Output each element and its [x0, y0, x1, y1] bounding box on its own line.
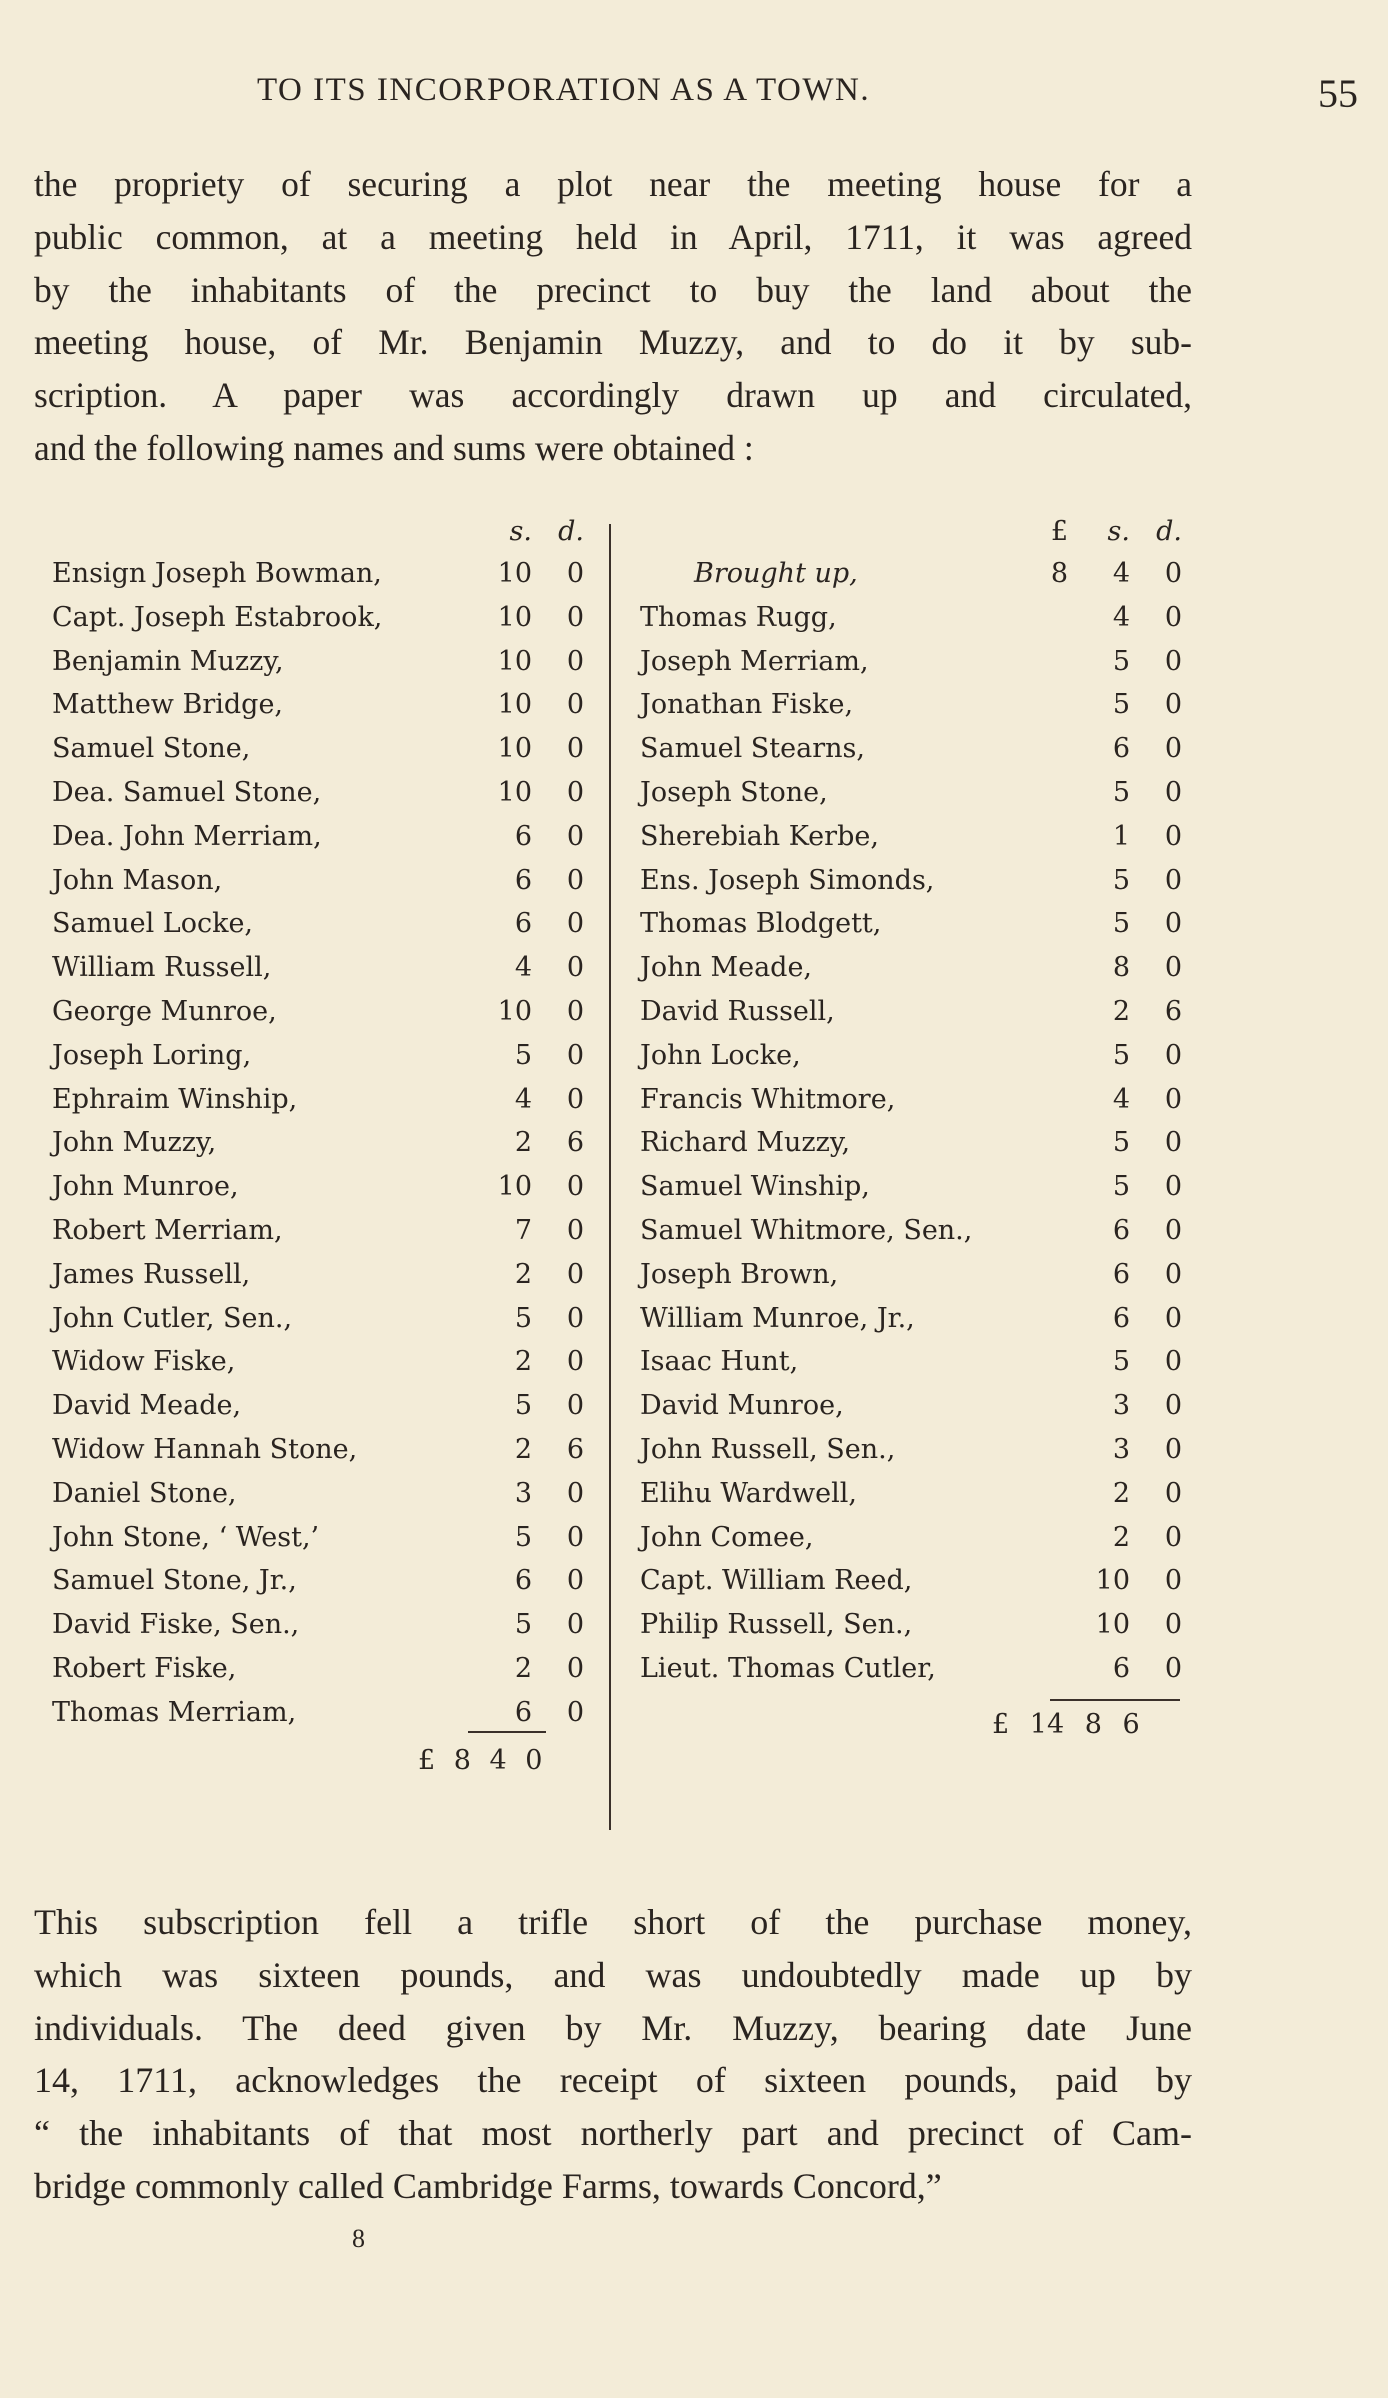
subscriber-name: Robert Fiske,: [52, 1653, 237, 1684]
pence-value: 0: [566, 601, 584, 633]
table-row: [640, 1346, 1180, 1390]
shillings-value: 2: [1112, 1477, 1130, 1509]
page-number: 55: [1318, 71, 1358, 116]
shillings-header: s.: [509, 516, 532, 547]
subscriber-name: Benjamin Muzzy,: [52, 645, 284, 677]
subscriber-name: Elihu Wardwell,: [640, 1477, 857, 1509]
shillings-value: 3: [1112, 1434, 1130, 1465]
pence-value: 0: [1164, 864, 1182, 896]
pence-value: 0: [1164, 645, 1182, 677]
pence-value: 0: [566, 1171, 584, 1203]
shillings-value: 6: [1112, 1215, 1130, 1246]
subscriber-name: David Fiske, Sen.,: [52, 1609, 300, 1641]
subscriber-name: Ens. Joseph Simonds,: [640, 864, 935, 896]
pence-value: 0: [566, 908, 584, 940]
shillings-value: 10: [1095, 1609, 1130, 1641]
subscriber-name: Thomas Merriam,: [52, 1696, 297, 1728]
shillings-value: 5: [514, 1039, 532, 1071]
shillings-value: 2: [1112, 1521, 1130, 1553]
shillings-value: 5: [1112, 864, 1130, 896]
table-row: [52, 733, 592, 777]
pence-value: 0: [566, 1390, 584, 1422]
shillings-value: 2: [514, 1346, 532, 1378]
pence-value: 0: [566, 996, 584, 1027]
subscriber-name: John Mason,: [52, 864, 223, 896]
subscriber-name: William Munroe, Jr.,: [640, 1302, 915, 1334]
shillings-value: 5: [1112, 908, 1130, 940]
subscriber-name: Samuel Winship,: [640, 1171, 870, 1203]
subscriber-name: Jonathan Fiske,: [640, 689, 854, 721]
running-title: TO ITS INCORPORATION AS A TOWN.: [257, 72, 871, 108]
subscriber-name: Joseph Brown,: [640, 1258, 839, 1290]
pence-value: 6: [566, 1434, 584, 1465]
subscriber-name: John Meade,: [640, 952, 813, 984]
subscriber-name: Widow Hannah Stone,: [52, 1434, 358, 1465]
table-row: [52, 558, 592, 602]
shillings-value: 10: [497, 777, 532, 808]
subscriber-name: Dea. John Merriam,: [52, 820, 322, 852]
column-divider: [609, 524, 611, 1830]
table-row: [52, 1084, 592, 1128]
shillings-value: 5: [514, 1609, 532, 1641]
left-total-rule: [468, 1731, 546, 1733]
table-row: [640, 646, 1180, 690]
pence-value: 0: [1164, 1083, 1182, 1115]
pence-value: 0: [566, 733, 584, 765]
subscriber-name: Samuel Whitmore, Sen.,: [640, 1215, 973, 1246]
shillings-value: 3: [1112, 1390, 1130, 1422]
pence-value: 0: [1164, 1609, 1182, 1641]
shillings-value: 4: [514, 1083, 532, 1115]
subscriber-name: Joseph Stone,: [640, 777, 828, 808]
pence-value: 0: [566, 1346, 584, 1378]
shillings-value: 10: [497, 689, 532, 721]
subscriber-name: William Russell,: [52, 952, 272, 984]
shillings-value: 4: [1112, 1083, 1130, 1115]
table-row: [52, 1040, 592, 1084]
table-row: [52, 1565, 592, 1609]
subscriber-name: Matthew Bridge,: [52, 689, 284, 721]
subscriber-name: Thomas Rugg,: [640, 601, 837, 633]
pence-value: 0: [1164, 1565, 1182, 1597]
subscriber-name: Ephraim Winship,: [52, 1083, 298, 1115]
shillings-value: 6: [514, 820, 532, 852]
shillings-value: 2: [514, 1434, 532, 1465]
pence-value: 0: [566, 1609, 584, 1641]
text-line: This subscription fell a trifle short of the purchase money,: [34, 1902, 1192, 1942]
pence-header: d.: [1156, 516, 1182, 547]
subscriber-name: Daniel Stone,: [52, 1477, 237, 1509]
table-row: [52, 1434, 592, 1478]
table-row: [640, 865, 1180, 909]
pence-value: 0: [1164, 1258, 1182, 1290]
paragraph-conclusion: [34, 1896, 1192, 2213]
shillings-value: 5: [1112, 1039, 1130, 1071]
shillings-value: 10: [497, 645, 532, 677]
table-row: [640, 1171, 1180, 1215]
running-header: [34, 72, 1358, 122]
text-line: “ the inhabitants of that most northerly part and precinct of Cam-: [34, 2113, 1192, 2154]
right-column-header: [640, 516, 1180, 560]
subscriber-name: Widow Fiske,: [52, 1346, 236, 1378]
table-row: [52, 1390, 592, 1434]
subscriber-name: Joseph Merriam,: [640, 645, 869, 677]
shillings-value: 2: [514, 1127, 532, 1159]
paragraph-intro: [34, 158, 1192, 475]
brought-up-label: Brought up,: [694, 558, 858, 589]
table-row: [640, 952, 1180, 996]
table-row: [640, 1565, 1180, 1609]
shillings-value: 6: [514, 1565, 532, 1597]
shillings-value: 4: [1112, 601, 1130, 633]
pence-value: 6: [1164, 996, 1182, 1027]
subscriber-name: Francis Whitmore,: [640, 1083, 896, 1115]
shillings-value: 10: [497, 558, 532, 589]
shillings-value: 6: [1112, 1258, 1130, 1290]
pence-value: 0: [1164, 1477, 1182, 1509]
shillings-value: 2: [514, 1653, 532, 1684]
text-line: public common, at a meeting held in April, 1711, it was agreed: [34, 216, 1192, 257]
table-row: [52, 689, 592, 733]
table-row: [52, 1609, 592, 1653]
text-line: bridge commonly called Cambridge Farms, towards Concord,”: [34, 2165, 942, 2206]
subscriber-name: Capt. William Reed,: [640, 1565, 913, 1597]
pence-value: 0: [566, 1302, 584, 1334]
table-row: [640, 1040, 1180, 1084]
subscriber-name: Sherebiah Kerbe,: [640, 820, 879, 852]
table-row: [640, 777, 1180, 821]
pence-value: 0: [566, 777, 584, 808]
table-row: [640, 1609, 1180, 1653]
subscriber-name: John Comee,: [640, 1521, 814, 1553]
subscriber-name: David Russell,: [640, 996, 835, 1027]
table-row: [640, 996, 1180, 1040]
shillings-value: 5: [1112, 1171, 1130, 1203]
text-line: the propriety of securing a plot near the meeting house for a: [34, 164, 1192, 204]
table-row: [640, 1215, 1180, 1259]
subscriber-name: Robert Merriam,: [52, 1215, 283, 1246]
table-row: [640, 1127, 1180, 1171]
table-row: [640, 1434, 1180, 1478]
shillings-value: 5: [514, 1390, 532, 1422]
pounds-value: 8: [1050, 558, 1068, 589]
brought-up-row: [640, 558, 1180, 602]
table-row: [52, 1127, 592, 1171]
shillings-value: 6: [1112, 733, 1130, 765]
pence-value: 0: [1164, 1653, 1182, 1684]
table-row: [640, 602, 1180, 646]
pence-value: 0: [566, 1039, 584, 1071]
left-total: £ 8 4 0: [418, 1744, 543, 1776]
subscriber-name: Samuel Stone,: [52, 733, 251, 765]
text-line: 14, 1711, acknowledges the receipt of sixteen pounds, paid by: [34, 2060, 1192, 2101]
pence-value: 0: [1164, 1390, 1182, 1422]
subscriber-name: Samuel Stearns,: [640, 733, 865, 765]
table-row: [52, 1259, 592, 1303]
subscriber-name: Dea. Samuel Stone,: [52, 777, 322, 808]
pence-value: 0: [1164, 1039, 1182, 1071]
table-row: [640, 1653, 1180, 1697]
table-row: [52, 1171, 592, 1215]
shillings-value: 7: [514, 1215, 532, 1246]
shillings-header: s.: [1107, 516, 1130, 547]
shillings-value: 10: [497, 733, 532, 765]
shillings-value: 3: [514, 1477, 532, 1509]
text-line: individuals. The deed given by Mr. Muzzy, bearing date June: [34, 2007, 1192, 2048]
shillings-value: 5: [1112, 777, 1130, 808]
subscriber-name: Richard Muzzy,: [640, 1127, 851, 1159]
pence-value: 0: [566, 1258, 584, 1290]
pence-value: 0: [1164, 777, 1182, 808]
table-row: [640, 1390, 1180, 1434]
pence-value: 0: [1164, 1346, 1182, 1378]
shillings-value: 4: [514, 952, 532, 984]
pence-value: 0: [1164, 1521, 1182, 1553]
table-row: [52, 1215, 592, 1259]
pence-value: 0: [566, 820, 584, 852]
shillings-value: 1: [1112, 820, 1130, 852]
shillings-value: 5: [1112, 645, 1130, 677]
table-row: [52, 1653, 592, 1697]
pence-value: 0: [1164, 1302, 1182, 1334]
subscription-table: [0, 516, 1388, 1836]
right-total: £ 14 8 6: [992, 1708, 1140, 1740]
pence-value: 0: [566, 558, 584, 589]
table-row: [52, 865, 592, 909]
pence-value: 0: [1164, 1171, 1182, 1203]
table-row: [640, 1522, 1180, 1566]
pence-value: 0: [566, 1521, 584, 1553]
table-row: [640, 908, 1180, 952]
subscriber-name: Ensign Joseph Bowman,: [52, 558, 382, 589]
pence-value: 0: [1164, 1434, 1182, 1465]
pence-value: 0: [566, 1696, 584, 1728]
pence-value: 0: [566, 1565, 584, 1597]
text-line: by the inhabitants of the precinct to buy the land about the: [34, 269, 1192, 310]
table-row: [52, 1303, 592, 1347]
pence-value: 6: [566, 1127, 584, 1159]
table-row: [52, 996, 592, 1040]
shillings-value: 5: [514, 1302, 532, 1334]
shillings-value: 10: [497, 601, 532, 633]
subscriber-name: Philip Russell, Sen.,: [640, 1609, 913, 1641]
pence-value: 0: [1164, 1127, 1182, 1159]
subscriber-name: John Locke,: [640, 1039, 801, 1071]
table-row: [640, 1084, 1180, 1128]
pence-value: 0: [566, 1083, 584, 1115]
table-row: [52, 1697, 592, 1741]
text-line: scription. A paper was accordingly drawn up and circulated,: [34, 375, 1192, 416]
shillings-value: 5: [1112, 689, 1130, 721]
table-row: [640, 1303, 1180, 1347]
left-column-header: [52, 516, 592, 560]
table-row: [640, 689, 1180, 733]
subscriber-name: John Russell, Sen.,: [640, 1434, 896, 1465]
shillings-value: 6: [514, 1696, 532, 1728]
shillings-value: 10: [497, 1171, 532, 1203]
pence-value: 0: [1164, 601, 1182, 633]
signature-mark: 8: [352, 2224, 365, 2253]
subscriber-name: Samuel Locke,: [52, 908, 254, 940]
subscriber-name: John Muzzy,: [52, 1127, 217, 1159]
text-line: and the following names and sums were obtained :: [34, 427, 754, 468]
subscriber-name: John Munroe,: [52, 1171, 239, 1203]
shillings-value: 5: [1112, 1127, 1130, 1159]
subscriber-name: David Meade,: [52, 1390, 242, 1422]
table-row: [640, 821, 1180, 865]
shillings-value: 10: [1095, 1565, 1130, 1597]
subscriber-name: James Russell,: [52, 1258, 251, 1290]
pence-value: 0: [566, 952, 584, 984]
subscriber-name: Isaac Hunt,: [640, 1346, 799, 1378]
pence-value: 0: [1164, 820, 1182, 852]
table-row: [52, 1346, 592, 1390]
pence-value: 0: [1164, 952, 1182, 984]
shillings-value: 6: [1112, 1653, 1130, 1684]
shillings-value: 4: [1112, 558, 1130, 589]
shillings-value: 8: [1112, 952, 1130, 984]
subscriber-name: Joseph Loring,: [52, 1039, 252, 1071]
table-row: [52, 646, 592, 690]
shillings-value: 2: [1112, 996, 1130, 1027]
text-line: which was sixteen pounds, and was undoubtedly made up by: [34, 1954, 1192, 1995]
table-row: [52, 1522, 592, 1566]
subscriber-name: John Stone, ‘ West,’: [52, 1521, 320, 1553]
table-row: [52, 602, 592, 646]
table-row: [52, 777, 592, 821]
shillings-value: 10: [497, 996, 532, 1027]
table-row: [640, 1259, 1180, 1303]
table-row: [640, 733, 1180, 777]
pence-value: 0: [1164, 1215, 1182, 1246]
pence-value: 0: [566, 689, 584, 721]
pence-value: 0: [566, 1215, 584, 1246]
subscriber-name: Lieut. Thomas Cutler,: [640, 1653, 936, 1684]
pence-value: 0: [1164, 908, 1182, 940]
pounds-header: £: [1050, 516, 1068, 547]
pence-value: 0: [1164, 733, 1182, 765]
pence-value: 0: [1164, 689, 1182, 721]
pence-value: 0: [566, 1653, 584, 1684]
pence-value: 0: [1164, 558, 1182, 589]
shillings-value: 6: [514, 864, 532, 896]
right-total-rule: [1050, 1699, 1180, 1701]
shillings-value: 5: [514, 1521, 532, 1553]
table-row: [640, 1478, 1180, 1522]
text-line: meeting house, of Mr. Benjamin Muzzy, and to do it by sub-: [34, 322, 1192, 363]
subscriber-name: John Cutler, Sen.,: [52, 1302, 293, 1334]
shillings-value: 6: [1112, 1302, 1130, 1334]
table-row: [52, 908, 592, 952]
subscriber-name: David Munroe,: [640, 1390, 844, 1422]
pence-value: 0: [566, 645, 584, 677]
subscriber-name: George Munroe,: [52, 996, 277, 1027]
pence-value: 0: [566, 1477, 584, 1509]
subscriber-name: Samuel Stone, Jr.,: [52, 1565, 297, 1597]
table-row: [52, 1478, 592, 1522]
subscriber-name: Capt. Joseph Estabrook,: [52, 601, 383, 633]
pence-value: 0: [566, 864, 584, 896]
shillings-value: 5: [1112, 1346, 1130, 1378]
shillings-value: 2: [514, 1258, 532, 1290]
table-row: [52, 821, 592, 865]
subscriber-name: Thomas Blodgett,: [640, 908, 882, 940]
pence-header: d.: [558, 516, 584, 547]
table-row: [52, 952, 592, 996]
shillings-value: 6: [514, 908, 532, 940]
